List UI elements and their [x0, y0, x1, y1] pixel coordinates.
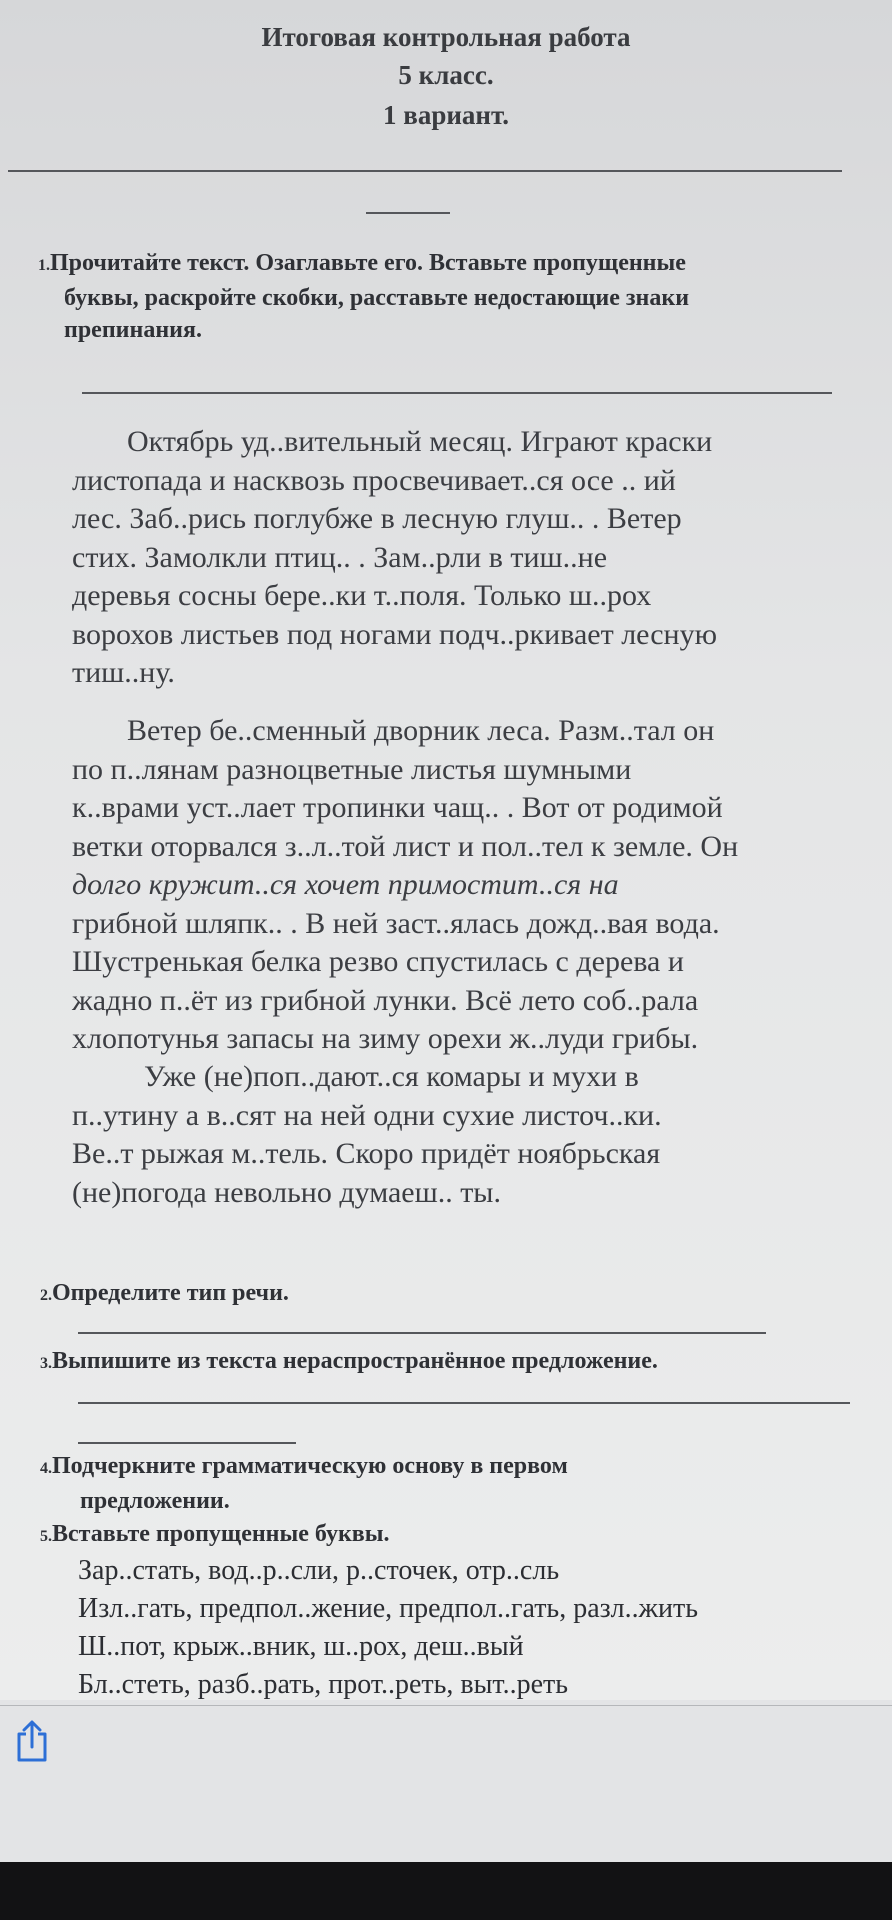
word-row: Изл..гать, предпол..жение, предпол..гать, разл..жить [78, 1593, 698, 1624]
text-paragraph-3 [72, 1058, 852, 1212]
short-divider [366, 212, 450, 214]
text-line: долго кружит..ся хочет примостит..ся на [72, 868, 619, 901]
task-2-number: 2. [40, 1287, 52, 1304]
task-3 [40, 1345, 658, 1380]
text-paragraph-1 [72, 423, 852, 693]
text-line: к..врами уст..лает тропинки чащ.. . Вот от родимой [72, 791, 723, 824]
task-5 [40, 1518, 390, 1553]
word-row: Ш..пот, крыж..вник, ш..рох, деш..вый [78, 1631, 524, 1662]
task-2-text: Определите тип речи. [52, 1280, 289, 1306]
task-4 [40, 1450, 840, 1517]
task-3-answer-line [78, 1402, 850, 1404]
text-line: Уже (не)поп..дают..ся комары и мухи в [144, 1060, 639, 1093]
text-line: стих. Замолкли птиц.. . Зам..рли в тиш..не [72, 540, 608, 574]
task-2-answer-line [78, 1332, 766, 1334]
word-row: Зар..стать, вод..р..сли, р..сточек, отр..сль [78, 1555, 560, 1586]
task-1-line-1: Прочитайте текст. Озаглавьте его. Вставьте пропущенные [50, 250, 686, 276]
text-line: Ве..т рыжая м..тель. Скоро придёт ноябрьская [72, 1137, 661, 1170]
text-line: по п..лянам разноцветные листья шумными [72, 752, 632, 786]
divider-line [8, 170, 842, 172]
text-line: (не)погода невольно думаеш.. ты. [72, 1175, 501, 1209]
text-line: грибной шляпк.. . В ней заст..ялась дожд..вая вода. [72, 906, 720, 940]
grade-label: 5 класс. [398, 60, 494, 90]
task-1-number: 1. [38, 257, 50, 274]
task-1-line-3: препинания. [64, 317, 202, 343]
task-3-answer-line-2 [78, 1442, 296, 1444]
text-line: листопада и насквозь просвечивает..ся осе .. ий [72, 463, 676, 497]
worksheet-title: Итоговая контрольная работа [261, 22, 631, 52]
text-line: Шустренькая белка резво спустилась с дерева и [72, 945, 684, 978]
title-answer-line [82, 392, 832, 394]
task-4-line-1: Подчеркните грамматическую основу в первом [52, 1453, 568, 1479]
task-3-text: Выпишите из текста нераспространённое предложение. [52, 1348, 658, 1374]
task-5-text: Вставьте пропущенные буквы. [52, 1521, 390, 1547]
text-line: Ветер бе..сменный дворник леса. Разм..тал он [127, 714, 715, 747]
toolbar-separator [0, 1705, 892, 1706]
text-line: жадно п..ёт из грибной лунки. Всё лето соб..рала [72, 983, 699, 1017]
task-5-words [78, 1552, 698, 1704]
task-5-number: 5. [40, 1528, 52, 1545]
task-4-number: 4. [40, 1460, 52, 1477]
variant-label: 1 вариант. [383, 100, 509, 130]
text-line: тиш..ну. [72, 656, 175, 689]
text-line: лес. Заб..рись поглубже в лесную глуш.. . Ветер [72, 502, 682, 535]
task-4-line-2: предложении. [80, 1488, 230, 1514]
text-line: деревья сосны бере..ки т..поля. Только ш..рох [72, 579, 652, 612]
word-row: Бл..стеть, разб..рать, прот..реть, выт..реть [78, 1669, 568, 1700]
navigation-bar [0, 1862, 892, 1920]
text-line: ворохов листьев под ногами подч..ркивает лесную [72, 617, 718, 651]
task-2 [40, 1277, 289, 1312]
task-3-number: 3. [40, 1355, 52, 1372]
text-line: п..утину а в..сят на ней одни сухие листоч..ки. [72, 1098, 662, 1132]
text-line: Октябрь уд..вительный месяц. Играют краски [127, 425, 713, 458]
text-paragraph-2 [72, 712, 852, 1059]
text-line: хлопотунья запасы на зиму орехи ж..луди грибы. [72, 1022, 699, 1055]
task-1 [38, 247, 838, 346]
task-1-line-2: буквы, раскройте скобки, расставьте недостающие знаки [64, 285, 690, 311]
share-icon[interactable] [14, 1720, 50, 1764]
text-line: ветки оторвался з..л..той лист и пол..тел к земле. Он [72, 829, 739, 863]
